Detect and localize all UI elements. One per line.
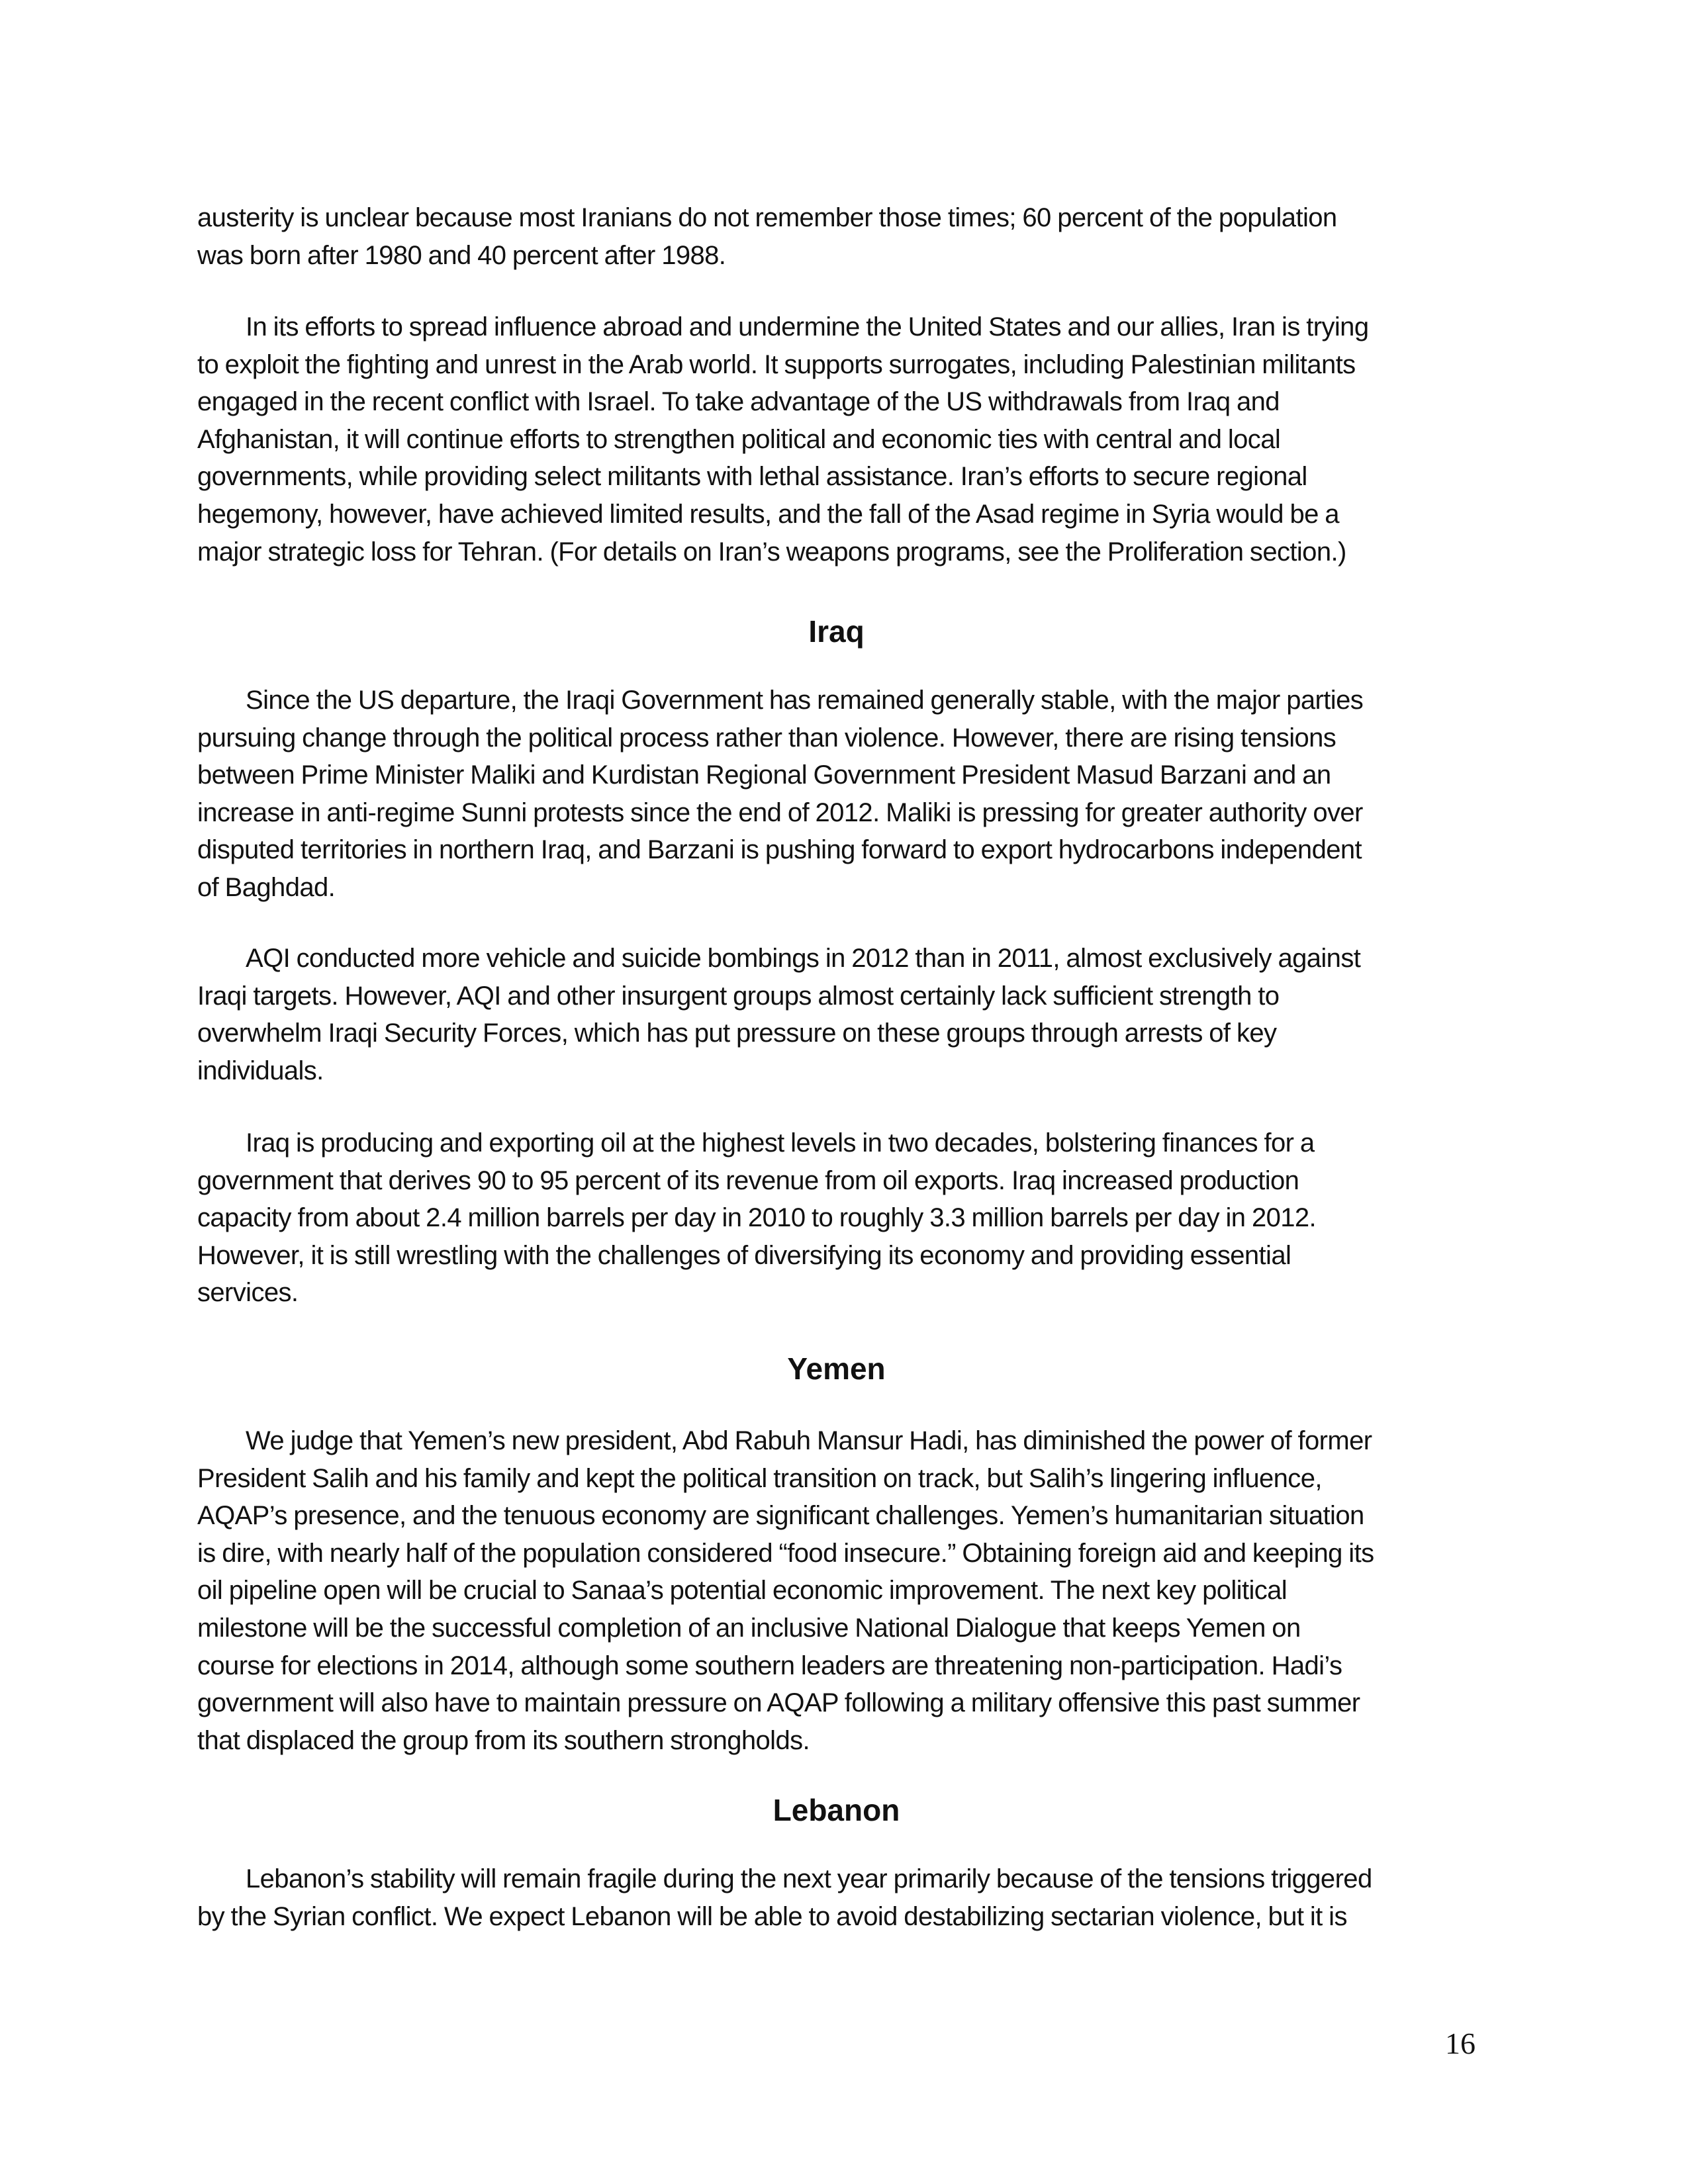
text-line: However, it is still wrestling with the challenges of diversifying its economy and providing essential (197, 1240, 1291, 1270)
text-line: government will also have to maintain pressure on AQAP following a military offensive this past summer (197, 1688, 1360, 1718)
text-line: In its efforts to spread influence abroad and undermine the United States and our allies, Iran is trying (246, 312, 1369, 341)
paragraph-iraq-oil (197, 1124, 1481, 1312)
text-line: President Salih and his family and kept the political transition on track, but Salih’s lingering influence, (197, 1463, 1322, 1493)
paragraph-iran-austerity (197, 199, 1481, 274)
text-line: services. (197, 1278, 299, 1308)
text-line: pursuing change through the political process rather than violence. However, there are rising tensions (197, 723, 1336, 752)
page-number: 16 (1445, 2026, 1476, 2060)
text-line: that displaced the group from its southern strongholds. (197, 1725, 810, 1755)
text-line: Since the US departure, the Iraqi Government has remained generally stable, with the major parties (246, 686, 1364, 715)
text-line: disputed territories in northern Iraq, and Barzani is pushing forward to export hydrocarbons independent (197, 835, 1362, 865)
text-line: hegemony, however, have achieved limited results, and the fall of the Asad regime in Syria would be a (197, 499, 1339, 529)
text-line: capacity from about 2.4 million barrels per day in 2010 to roughly 3.3 million barrels per day in 2012. (197, 1203, 1317, 1233)
paragraph-yemen (197, 1422, 1481, 1759)
text-line: austerity is unclear because most Iranians do not remember those times; 60 percent of the population (197, 203, 1337, 232)
heading-lebanon: Lebanon (773, 1793, 900, 1827)
text-line: Iraqi targets. However, AQI and other insurgent groups almost certainly lack sufficient strength to (197, 981, 1280, 1011)
paragraph-iran-influence (197, 308, 1481, 570)
text-line: engaged in the recent conflict with Israel. To take advantage of the US withdrawals from Iraq and (197, 387, 1280, 417)
paragraph-lebanon (197, 1860, 1481, 1935)
text-line: was born after 1980 and 40 percent after 1988. (197, 240, 726, 270)
paragraph-iraq-aqi (197, 940, 1481, 1089)
text-line: to exploit the fighting and unrest in the Arab world. It supports surrogates, including Palestinian militants (197, 349, 1356, 379)
text-line: oil pipeline open will be crucial to Sanaa’s potential economic improvement. The next key political (197, 1576, 1288, 1606)
text-line: AQAP’s presence, and the tenuous economy are significant challenges. Yemen’s humanitarian situation (197, 1501, 1364, 1531)
text-line: between Prime Minister Maliki and Kurdistan Regional Government President Masud Barzani and an (197, 760, 1331, 790)
text-line: We judge that Yemen’s new president, Abd Rabuh Mansur Hadi, has diminished the power of former (246, 1426, 1372, 1455)
text-line: by the Syrian conflict. We expect Lebanon will be able to avoid destabilizing sectarian violence, but it is (197, 1901, 1347, 1931)
text-line: Afghanistan, it will continue efforts to strengthen political and economic ties with central and local (197, 424, 1281, 454)
heading-yemen: Yemen (787, 1351, 886, 1386)
text-line: of Baghdad. (197, 872, 336, 902)
heading-iraq: Iraq (808, 614, 865, 649)
paragraph-iraq-government (197, 682, 1481, 907)
text-line: overwhelm Iraqi Security Forces, which has put pressure on these groups through arrests of key (197, 1019, 1277, 1048)
text-line: government that derives 90 to 95 percent of its revenue from oil exports. Iraq increased production (197, 1165, 1299, 1195)
text-line: AQI conducted more vehicle and suicide bombings in 2012 than in 2011, almost exclusively against (246, 944, 1361, 973)
text-line: increase in anti-regime Sunni protests since the end of 2012. Maliki is pressing for greater authority over (197, 797, 1363, 827)
text-line: Lebanon’s stability will remain fragile during the next year primarily because of the tensions triggered (246, 1864, 1372, 1893)
text-line: is dire, with nearly half of the population considered “food insecure.” Obtaining foreign aid and keeping its (197, 1538, 1374, 1568)
text-line: governments, while providing select militants with lethal assistance. Iran’s efforts to secure regional (197, 462, 1307, 492)
text-line: individuals. (197, 1056, 324, 1085)
text-line: course for elections in 2014, although some southern leaders are threatening non-participation. Hadi’s (197, 1651, 1342, 1680)
text-line: major strategic loss for Tehran. (For details on Iran’s weapons programs, see the Proliferation section.) (197, 537, 1346, 567)
text-line: milestone will be the successful completion of an inclusive National Dialogue that keeps Yemen on (197, 1613, 1301, 1643)
text-line: Iraq is producing and exporting oil at the highest levels in two decades, bolstering finances for a (246, 1128, 1315, 1158)
